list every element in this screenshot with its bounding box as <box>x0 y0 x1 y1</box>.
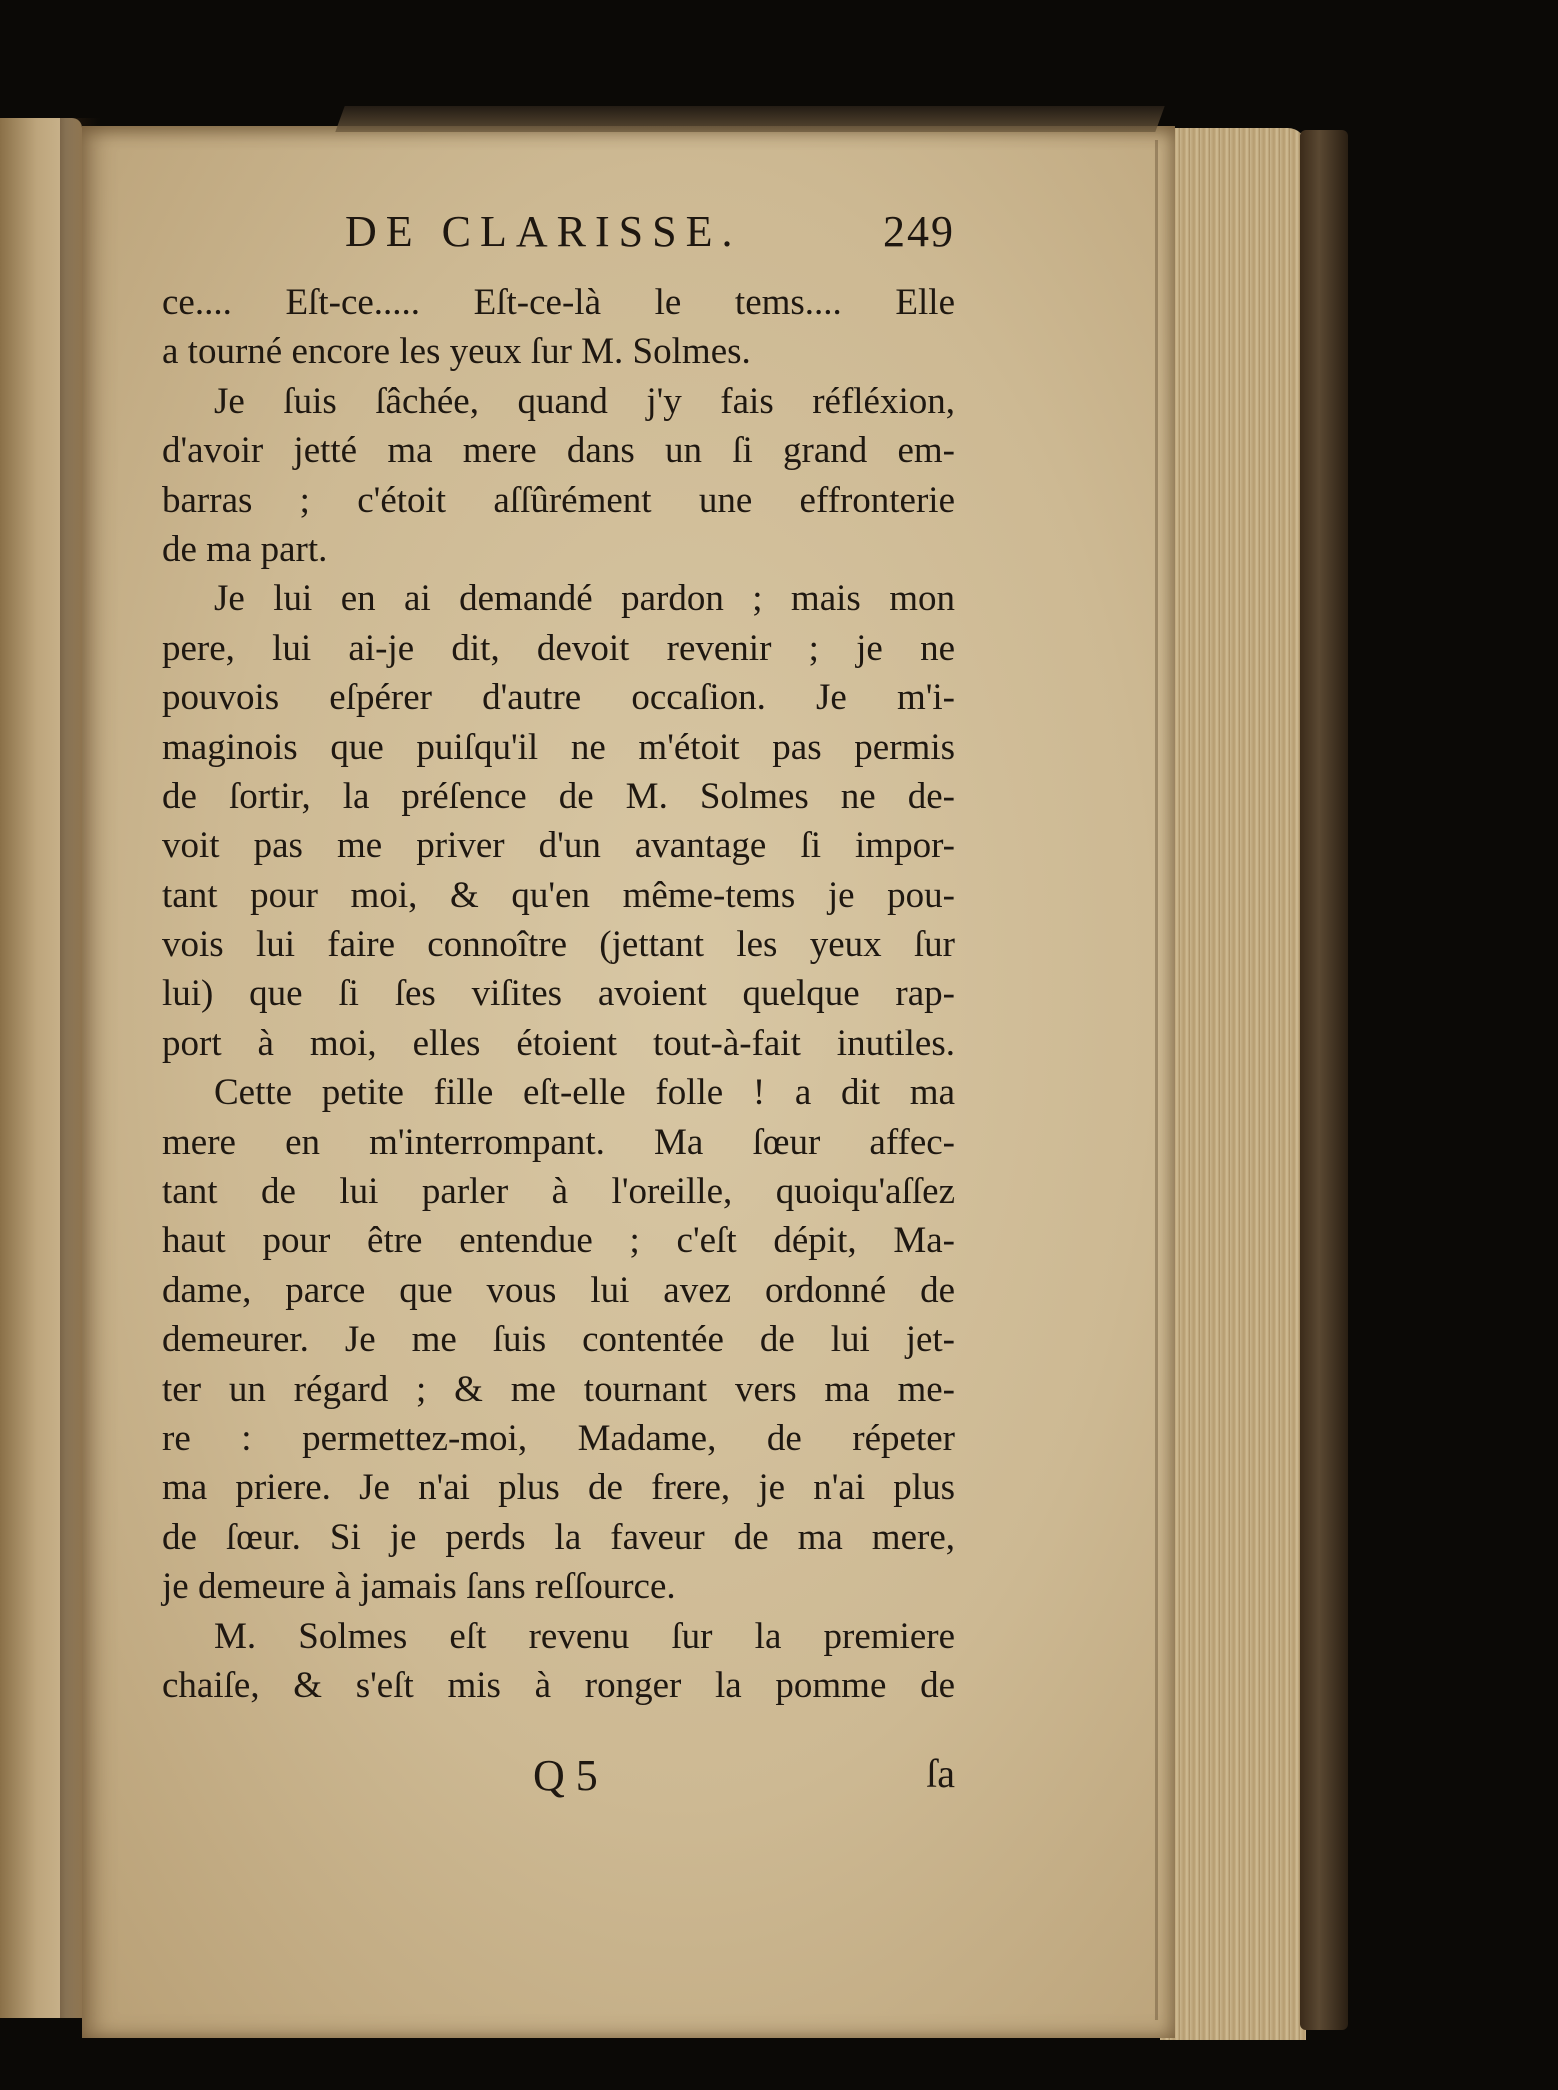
book-cover-edge <box>1300 130 1348 2030</box>
text-line: ma priere. Je n'ai plus de frere, je n'ai plus <box>162 1467 955 1509</box>
text-line: de ſœur. Si je perds la faveur de ma mere, <box>162 1516 955 1558</box>
text-line: mere en m'interrompant. Ma ſœur affec- <box>162 1121 955 1163</box>
text-line: re : permettez-moi, Madame, de répeter <box>162 1417 955 1459</box>
text-line: vois lui faire connoître (jettant les yeux ſur <box>162 924 955 966</box>
text-line: tant de lui parler à l'oreille, quoiqu'aſſez <box>162 1171 955 1213</box>
text-line: de ſortir, la préſence de M. Solmes ne de- <box>162 775 955 817</box>
page-header <box>345 206 955 266</box>
running-head: DE CLARISSE. <box>345 207 742 256</box>
catchword: ſa <box>926 1751 955 1796</box>
text-line: demeurer. Je me ſuis contentée de lui jet- <box>162 1319 955 1361</box>
text-line: Cette petite fille eſt-elle folle ! a dit ma <box>214 1072 955 1114</box>
text-line: pouvois eſpérer d'autre occaſion. Je m'i- <box>162 677 955 719</box>
text-line: barras ; c'étoit aſſûrément une effronterie <box>162 479 955 521</box>
text-line: maginois que puiſqu'il ne m'étoit pas permis <box>162 726 955 768</box>
text-line: port à moi, elles étoient tout-à-fait inutiles. <box>162 1022 955 1064</box>
page-number: 249 <box>883 207 955 256</box>
text-line: Je lui en ai demandé pardon ; mais mon <box>214 578 955 620</box>
text-line: voit pas me priver d'un avantage ſi impor- <box>162 825 955 867</box>
text-line: je demeure à jamais ſans reſſource. <box>162 1566 676 1608</box>
text-line: de ma part. <box>162 528 328 570</box>
text-line: ce.... Eſt-ce..... Eſt-ce-là le tems.... Elle <box>162 282 955 323</box>
page-footer <box>178 1750 955 1810</box>
text-line: lui) que ſi ſes viſites avoient quelque rap- <box>162 973 955 1015</box>
text-line: ter un régard ; & me tournant vers ma me- <box>162 1368 955 1410</box>
text-line: Je ſuis ſâchée, quand j'y fais réfléxion, <box>214 380 955 422</box>
text-line: dame, parce que vous lui avez ordonné de <box>162 1269 955 1311</box>
text-line: tant pour moi, & qu'en même-tems je pou- <box>162 874 955 916</box>
text-line: pere, lui ai-je dit, devoit revenir ; je ne <box>162 627 955 669</box>
text-line: chaiſe, & s'eſt mis à ronger la pomme de <box>162 1664 955 1706</box>
text-line: M. Solmes eſt revenu ſur la premiere <box>214 1615 955 1657</box>
page-edge-line <box>1155 140 1158 2020</box>
signature-mark: Q 5 <box>533 1751 598 1800</box>
text-line: d'avoir jetté ma mere dans un ſi grand em- <box>162 430 955 472</box>
text-line: haut pour être entendue ; c'eſt dépit, Ma- <box>162 1220 955 1262</box>
body-text <box>162 278 955 1710</box>
page-block-edge <box>1160 128 1306 2040</box>
binding-shadow <box>335 106 1164 132</box>
text-line: a tourné encore les yeux ſur M. Solmes. <box>162 331 751 373</box>
